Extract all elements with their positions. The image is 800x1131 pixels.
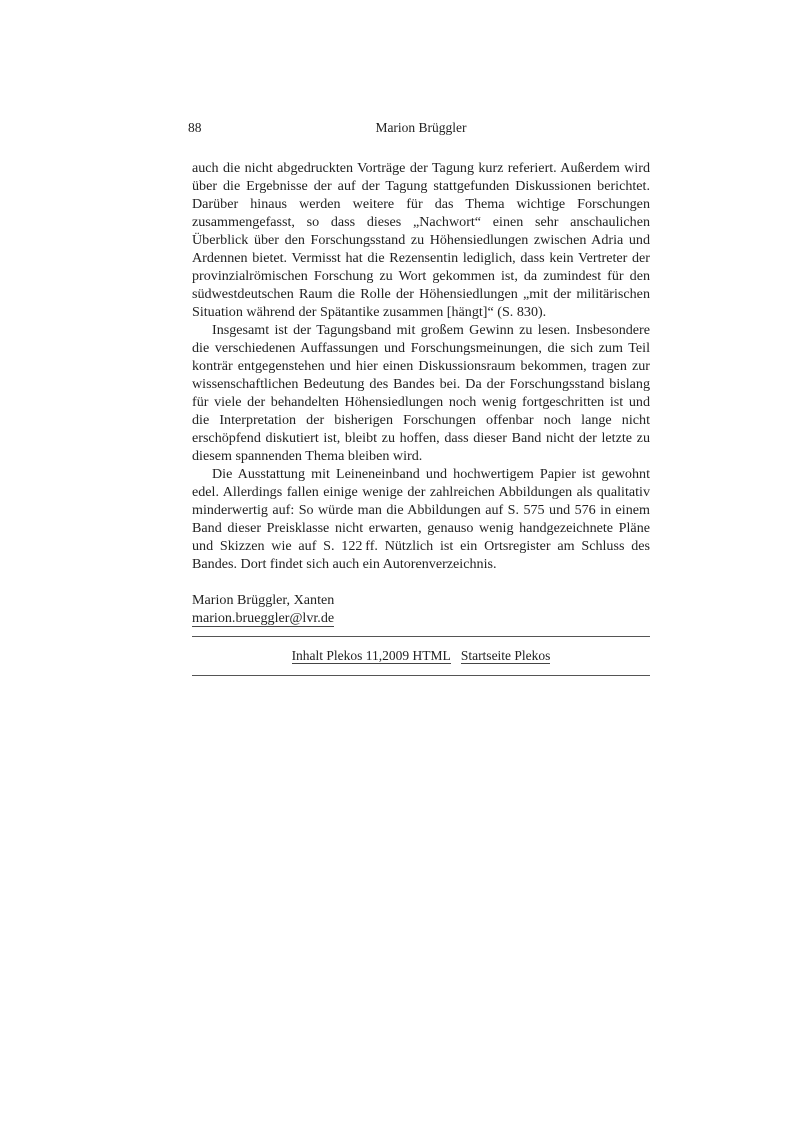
document-page: [188, 118, 650, 676]
author-email-link[interactable]: marion.brueggler@lvr.de: [192, 610, 335, 626]
running-title: Marion Brüggler: [375, 120, 467, 135]
article-body: [192, 159, 650, 573]
contents-link[interactable]: Inhalt Plekos 11,2009 HTML: [291, 648, 451, 663]
paragraph: Die Ausstattung mit Leineneinband und hochwertigem Papier ist gewohnt edel. Allerdings fallen einige wenige der zahlreichen Abbildungen als qualitativ minderwertig auf: So würde man die Abbildungen auf S. 575 und 576 in einem Band dieser Preisklasse nicht erwarten, genauso wenig handgezeichnete Pläne und Skizzen wie auf S. 122 ff. Nützlich ist ein Ortsregister am Schluss des Bandes. Dort findet sich auch ein Autorenverzeichnis.: [192, 466, 650, 572]
author-signature: [192, 591, 650, 627]
footer-navigation: [192, 637, 650, 675]
page-number: 88: [188, 120, 202, 135]
paragraph-continuation: auch die nicht abgedruckten Vorträge der Tagung kurz referiert. Außerdem wird über die Ergebnisse der auf der Tagung stattgefunden Diskussionen berichtet. Darüber hinaus werden weitere für das Thema wichtige Forschungen zusammengefasst, so dass dieses „Nachwort“ einen sehr anschaulichen Überblick über den Forschungsstand zu Höhensiedlungen zwischen Adria und Ardennen bietet. Vermisst hat die Rezensentin lediglich, dass kein Vertreter der provinzialrömischen Forschung zu Wort gekommen ist, da zumindest für den südwestdeutschen Raum die Rolle der Höhensiedlungen „mit der militärischen Situation während der Spätantike zusammen [hängt]“ (S. 830).: [192, 160, 650, 320]
footer-divider-bottom: [192, 675, 650, 676]
paragraph: Insgesamt ist der Tagungsband mit großem Gewinn zu lesen. Insbesondere die verschiedenen Auffassungen und Forschungsmeinungen, die sich zum Teil konträr entgegenstehen und hier einen Diskussionsraum bekommen, tragen zur wissenschaftlichen Bedeutung des Bandes bei. Da der Forschungsstand bislang für viele der behandelten Höhensiedlungen noch wenig fortgeschritten ist und die Interpretation der bisherigen Forschungen offenbar noch lange nicht erschöpfend diskutiert ist, bleibt zu hoffen, dass dieser Band nicht der letzte zu diesem spannenden Thema bleiben wird.: [192, 322, 650, 464]
homepage-link[interactable]: Startseite Plekos: [460, 648, 551, 663]
running-header: [188, 118, 650, 138]
author-name-place: Marion Brüggler, Xanten: [192, 592, 335, 608]
